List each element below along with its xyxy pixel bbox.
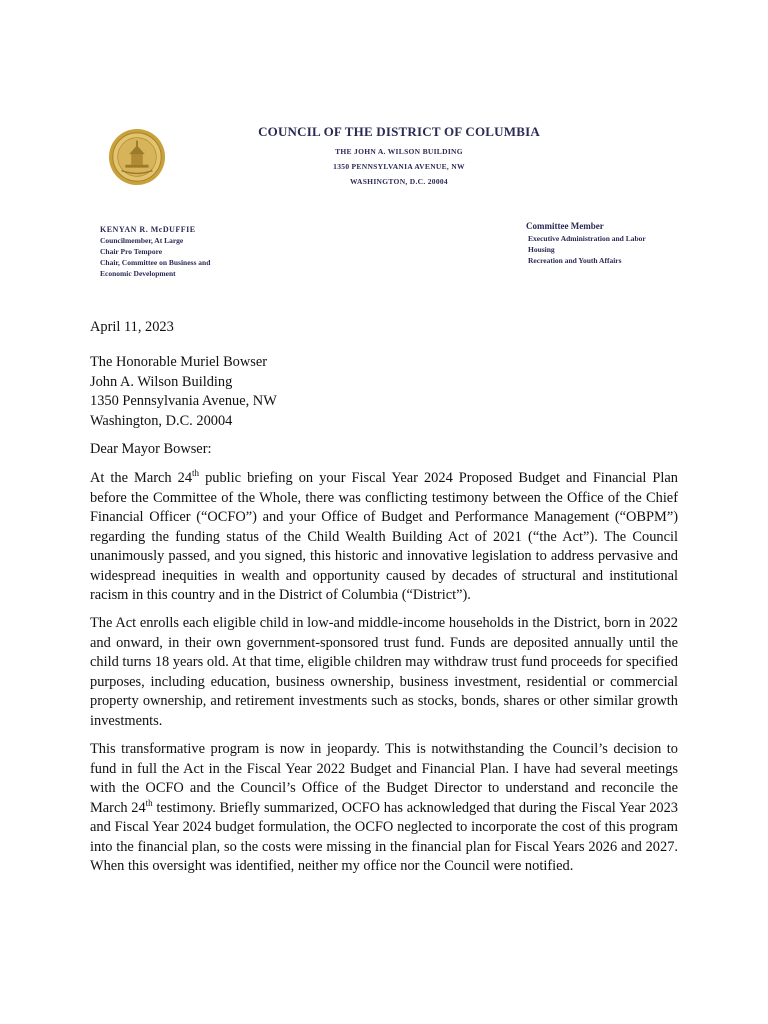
committee-heading: Committee Member — [526, 221, 604, 231]
letterhead-street: 1350 PENNSYLVANIA AVENUE, NW — [333, 162, 465, 171]
paragraph-2: The Act enrolls each eligible child in low-and middle-income households in the District, born in 2022 and onward, in their own government-sponsored trust fund. Funds are deposited annually until the child turns 18 years old. At that time, eligible children may withdraw trust fund proceeds for specified purposes, including education, business ownership, business investment, residential or commercial property ownership, and retirement investments such as stocks, bonds, shares or other similar growth investments. — [90, 615, 678, 729]
sender-line: Economic Development — [100, 269, 176, 278]
recipient-line: John A. Wilson Building — [90, 373, 233, 390]
paragraph-3 — [90, 740, 678, 877]
committee-item: Recreation and Youth Affairs — [528, 256, 622, 265]
paragraph-1-text: At the March 24 — [90, 470, 193, 486]
sender-name: KENYAN R. McDUFFIE — [100, 225, 196, 234]
committee-item: Executive Administration and Labor — [528, 234, 646, 243]
paragraph-1-text: public briefing on your Fiscal Year 2024 Proposed Budget and Financial Plan before the Committee of the Whole, there was conflicting testimony between the Office of the Chief Financial Officer (“OCFO”) and your Office of Budget and Performance Management (“OBPM”) regarding the funding status of the Child Wealth Building Act of 2021 (“the Act”). The Council unanimously passed, and you signed, this historic and innovative legislation to address pervasive and widespread inequities in wealth and opportunity caused by decades of structural and institutional racism in this country and in the District of Columbia (“District”). — [90, 470, 678, 603]
recipient-address — [90, 353, 678, 431]
superscript: th — [192, 468, 200, 479]
recipient-line: The Honorable Muriel Bowser — [90, 354, 268, 370]
letterhead-building: THE JOHN A. WILSON BUILDING — [335, 147, 463, 156]
superscript: th — [145, 797, 153, 808]
committee-item: Housing — [528, 245, 555, 254]
paragraph-3-text: This transformative program is now in jeopardy. This is notwithstanding the Council’s decision to fund in full the Act in the Fiscal Year 2022 Budget and Financial Plan. I have had several meetings with the OCFO and the Council’s Office of the Budget Director to understand and reconcile the March 24 — [90, 741, 678, 816]
letterhead-title: COUNCIL OF THE DISTRICT OF COLUMBIA — [258, 124, 540, 139]
sender-block — [100, 224, 210, 279]
paragraph-1 — [90, 469, 678, 606]
recipient-line: 1350 Pennsylvania Avenue, NW — [90, 393, 277, 409]
sender-line: Councilmember, At Large — [100, 236, 184, 245]
committee-block — [526, 221, 646, 266]
letterhead-city: WASHINGTON, D.C. 20004 — [350, 177, 448, 186]
recipient-line: Washington, D.C. 20004 — [90, 412, 233, 429]
sender-line: Chair, Committee on Business and — [100, 258, 211, 267]
salutation: Dear Mayor Bowser: — [90, 441, 212, 457]
letterhead — [0, 124, 768, 186]
paragraph-3-text: testimony. Briefly summarized, OCFO has acknowledged that during the Fiscal Year 2023 and Fiscal Year 2024 budget formulation, the OCFO neglected to incorporate the cost of this program into the financial plan, so the costs were missing in the financial plan for Fiscal Years 2026 and 2027. When this oversight was identified, neither my office nor the Council were notified. — [90, 799, 678, 874]
sender-line: Chair Pro Tempore — [100, 247, 163, 256]
letter-date: April 11, 2023 — [90, 319, 174, 335]
